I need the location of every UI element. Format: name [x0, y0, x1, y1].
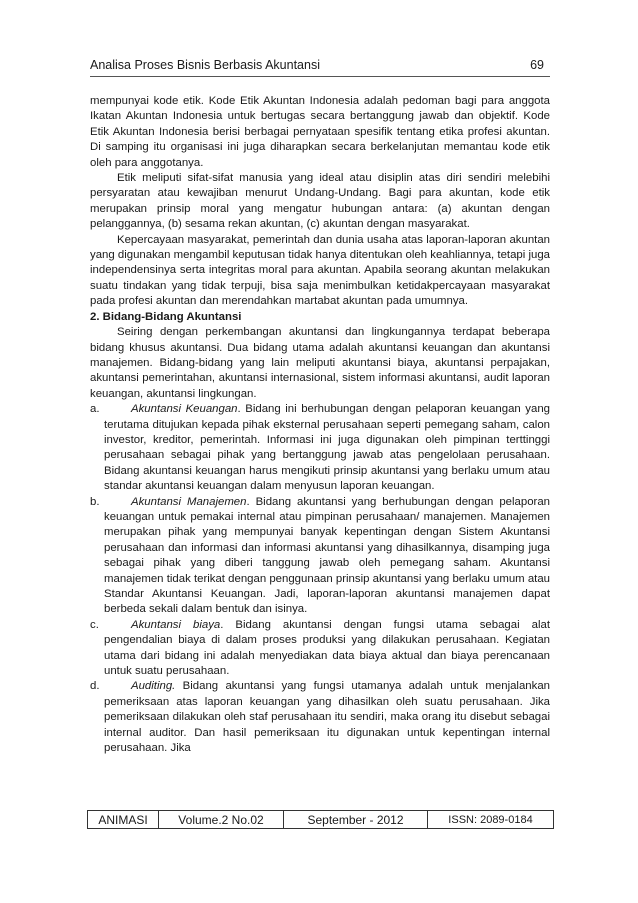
list-item-term: Akuntansi Keuangan: [131, 403, 238, 416]
footer-date: September - 2012: [284, 811, 428, 828]
list-item: [90, 618, 550, 680]
page-footer: [87, 810, 554, 829]
footer-journal: ANIMASI: [88, 811, 159, 828]
list-item-term: Akuntansi Manajemen: [131, 495, 247, 508]
list-item-term: Auditing.: [131, 680, 176, 693]
list-item-label: a.: [90, 403, 100, 416]
footer-volume: Volume.2 No.02: [159, 811, 284, 828]
paragraph: Seiring dengan perkembangan akuntansi dan lingkungannya terdapat beberapa bidang khusus akuntansi. Dua bidang utama adalah akuntansi keuangan dan akuntansi manajemen. Bidang-bidang yang lain meliputi akuntansi biaya, akuntansi perpajakan, akuntansi pemerintahan, akuntansi internasional, sistem informasi akuntansi, audit laporan keuangan, akuntansi lingkungan.: [90, 326, 550, 400]
list-item-label: d.: [90, 680, 100, 693]
list-item-text: Bidang akuntansi yang fungsi utamanya adalah untuk menjalankan pemeriksaan atas laporan keuangan yang dihasilkan oleh suatu perusahaan. Jika pemeriksaan dilakukan oleh staf perusahaan itu sendiri, maka orang itu disebut sebagai internal auditor. Dan hasil pemeriksaan itu digunakan untuk kepentingan internal perusahaan. Jika: [104, 680, 550, 755]
list-item-term: Akuntansi biaya: [131, 618, 221, 631]
footer-issn: ISSN: 2089-0184: [448, 813, 533, 826]
paragraph: Kepercayaan masyarakat, pemerintah dan dunia usaha atas laporan-laporan akuntan yang digunakan mengambil keputusan tidak hanya ditentukan oleh keahliannya, tetapi juga independensinya serta integritas moral para akuntan. Apabila seorang akuntan melakukan suatu tindakan yang tidak terpuji, bisa saja menimbulkan ketidakpercayaan masyarakat pada profesi akuntan dan merendahkan martabat akuntan pada umumnya.: [90, 233, 550, 308]
running-header: [90, 58, 550, 77]
list-item-label: b.: [90, 495, 100, 508]
list-item: [90, 679, 550, 756]
list-item-text: . Bidang akuntansi dengan fungsi utama sebagai alat pengendalian biaya di dalam proses produksi yang dilakukan perusahaan. Kegiatan utama dari bidang ini adalah menyediakan data biaya aktual dan biaya perencanaan untuk suatu perusahaan.: [104, 618, 551, 678]
page-number: 69: [530, 58, 544, 72]
list-item-text: . Bidang akuntansi yang berhubungan dengan pelaporan keuangan untuk pemakai internal atau pimpinan perusahaan/ manajemen. Manajemen merupakan pihak yang mempunyai banyak kepentingan dengan Sistem Akuntansi perusahaan dan informasi dan informasi akuntansi yang dihasilkannya, disamping juga sebagai pihak yang diberi tanggung jawab oleh pemegang saham. Akuntansi manajemen tidak terikat dengan penggunaan prinsip akuntansi yang berlaku umum atau Standar Akuntansi Keuangan. Jadi, laporan-laporan akuntansi manajemen dapat berbeda sekali dalam bentuk dan isinya.: [104, 495, 550, 616]
list-item: [90, 402, 550, 494]
running-title: Analisa Proses Bisnis Berbasis Akuntansi: [90, 58, 320, 72]
page-body: [90, 94, 550, 756]
list-item-text: . Bidang ini berhubungan dengan pelaporan keuangan yang terutama ditujukan kepada pihak eksternal perusahaan seperti pemegang saham, calon investor, kreditor, pemerintah. Informasi ini juga digunakan oleh pimpinan terttinggi perusahaan sebagai pihak yang bertanggung jawab atas pengelolaan perusahaan. Bidang akuntansi keuangan harus mengikuti prinsip akuntansi yang berlaku umum atau standar akuntansi keuangan dalam menyusun laporan keuangan.: [104, 403, 550, 493]
list-item: [90, 495, 550, 618]
paragraph: mempunyai kode etik. Kode Etik Akuntan Indonesia adalah pedoman bagi para anggota Ikatan Akuntan Indonesia untuk bertugas secara bertanggung jawab dan objektif. Kode Etik Akuntan Indonesia berisi berbagai pernyataan spesifik tentang etika profesi akuntan. Di samping itu organisasi ini juga diharapkan secara berkelanjutan memantau kode etik oleh para anggotanya.: [90, 95, 550, 169]
paragraph: Etik meliputi sifat-sifat manusia yang ideal atau disiplin atas diri sendiri melebihi persyaratan atau kewajiban menurut Undang-Undang. Bagi para akuntan, kode etik merupakan prinsip moral yang mengatur hubungan antara: (a) akuntan dengan pelanggannya, (b) sesama rekan akuntan, (c) akuntan dengan masyarakat.: [90, 172, 550, 231]
section-heading: 2. Bidang-Bidang Akuntansi: [90, 310, 242, 323]
list-item-label: c.: [90, 618, 99, 631]
